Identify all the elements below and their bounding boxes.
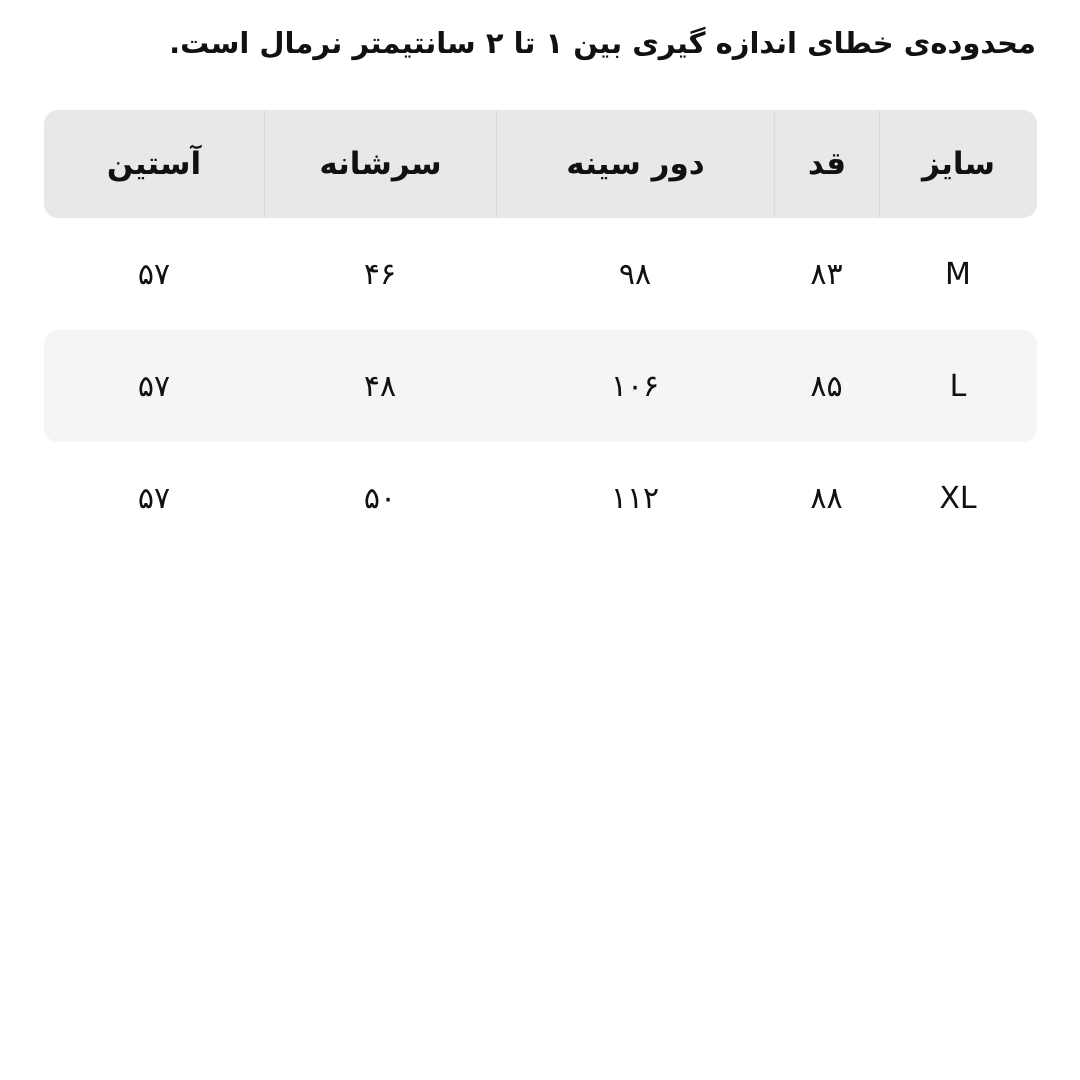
size-chart-table — [44, 110, 1037, 554]
cell-length: ۸۳ — [810, 256, 843, 292]
table-row-m — [44, 218, 1037, 330]
table-row-l — [44, 330, 1037, 442]
header-size: سایز — [879, 110, 1037, 218]
cell-sleeve: ۵۷ — [137, 256, 171, 292]
cell-shoulder: ۵۰ — [363, 480, 397, 516]
cell-length: ۸۸ — [810, 480, 843, 516]
cell-size: XL — [939, 480, 977, 516]
cell-length: ۸۵ — [810, 368, 843, 404]
cell-chest: ۹۸ — [618, 256, 652, 292]
header-length: قد — [774, 110, 879, 218]
measurement-tolerance-note: محدوده‌ی خطای اندازه گیری بین ۱ تا ۲ سانتیمتر نرمال است. — [169, 26, 1036, 60]
header-chest: دور سینه — [496, 110, 774, 218]
cell-sleeve: ۵۷ — [137, 368, 171, 404]
cell-chest: ۱۰۶ — [610, 368, 660, 404]
cell-size: L — [949, 368, 967, 404]
header-shoulder: سرشانه — [264, 110, 496, 218]
cell-shoulder: ۴۶ — [363, 256, 397, 292]
cell-size: M — [945, 256, 971, 292]
cell-shoulder: ۴۸ — [363, 368, 397, 404]
header-sleeve: آستین — [106, 146, 202, 182]
cell-sleeve: ۵۷ — [137, 480, 171, 516]
cell-chest: ۱۱۲ — [610, 480, 660, 516]
table-row-xl — [44, 442, 1037, 554]
table-header-row — [44, 110, 1037, 218]
